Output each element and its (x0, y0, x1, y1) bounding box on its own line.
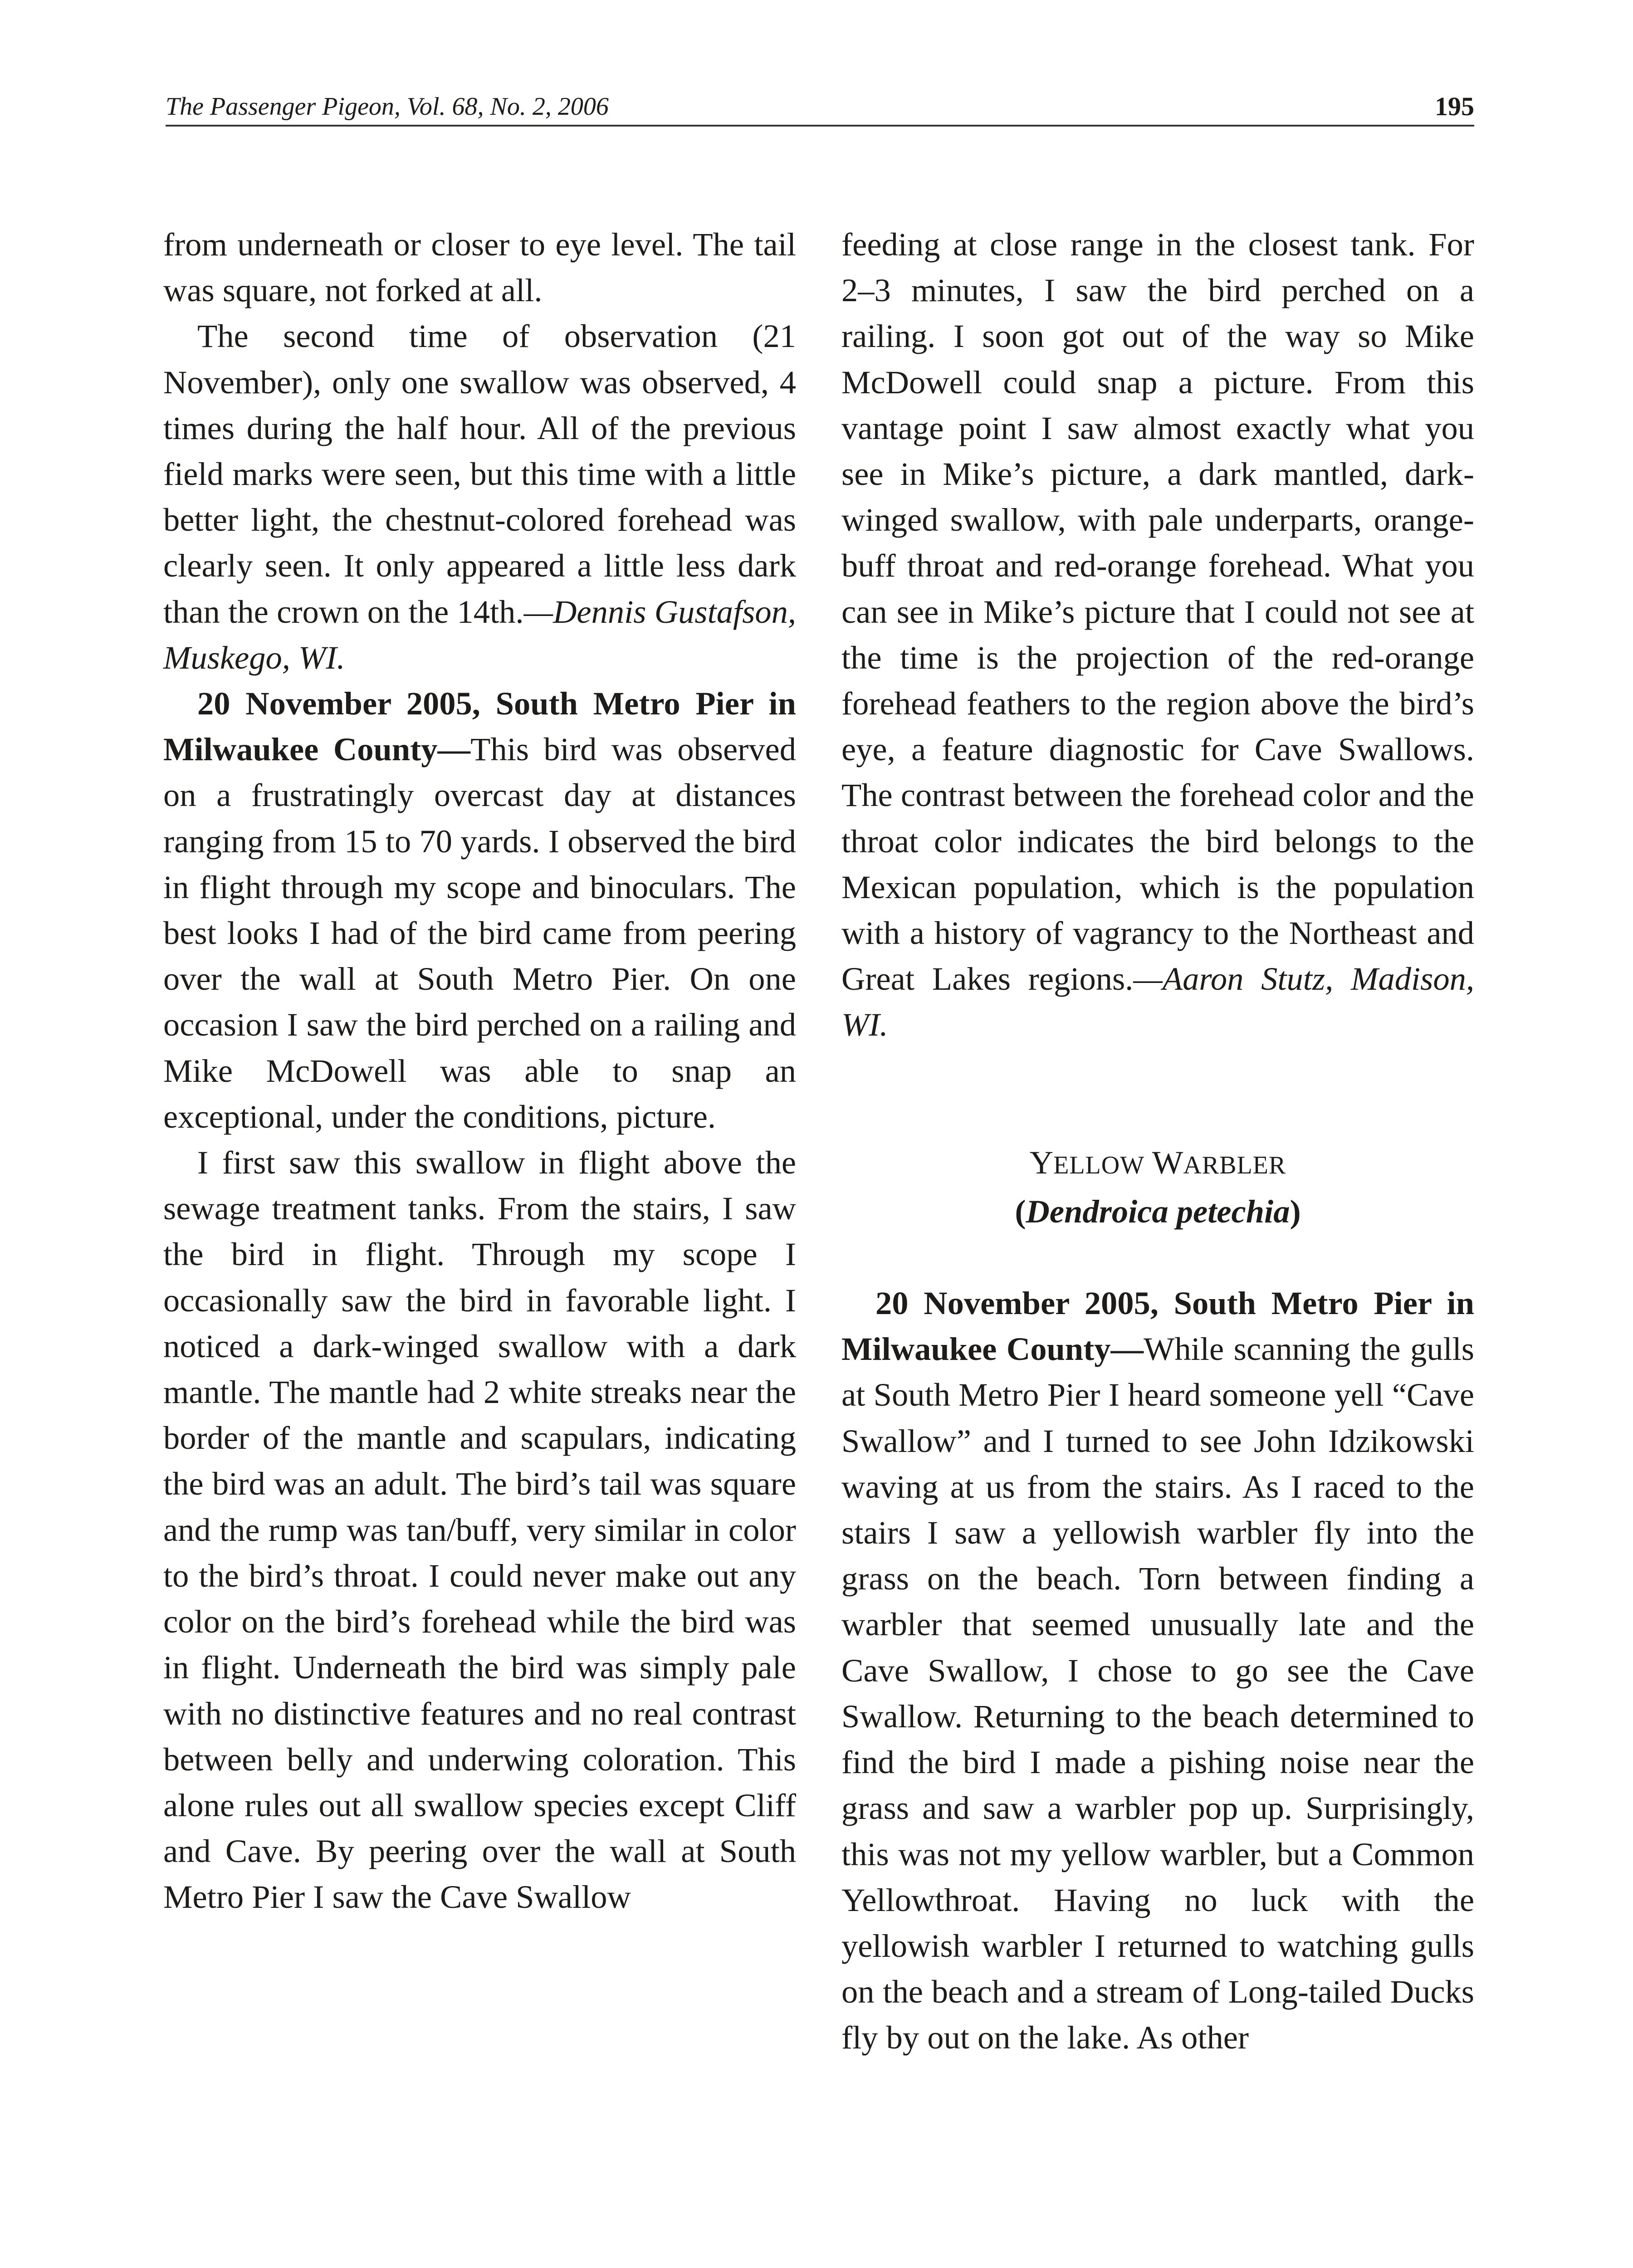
paragraph-text: The second time of observation (21 November), only one swallow was observed, 4 times during the half hour. All of the previous field marks were seen, but this time with a little better light, the chestnut-colored forehead was clearly seen. It only appeared a little less dark than the crown on the 14th. (163, 318, 796, 630)
species-rest: ARBLER (1183, 1151, 1286, 1179)
paragraph-continued (163, 221, 796, 313)
paragraph-text: I first saw this swallow in flight above the sewage treatment tanks. From the stairs, I saw the bird in flight. Through my scope I occasionally saw the bird in favorable light. I noticed a dark-winged swallow with a dark mantle. The mantle had 2 white streaks near the border of the mantle and scapulars, indicating the bird was an adult. The bird’s tail was square and the rump was tan/buff, very similar in color to the bird’s throat. I could never make out any color on the bird’s forehead while the bird was in flight. Underneath the bird was simply pale with no distinctive features and no real contrast between belly and underwing coloration. This alone rules out all swallow species except Cliff and Cave. By peering over the wall at South Metro Pier I saw the Cave Swallow (163, 1144, 796, 1916)
right-column (841, 221, 1474, 2061)
paragraph-record (841, 1280, 1474, 2060)
paragraph-second-observation (163, 313, 796, 680)
author-signature: —Aaron Stutz, Madison, WI. (841, 960, 1474, 1043)
journal-citation: The Passenger Pigeon, Vol. 68, No. 2, 2006 (166, 93, 609, 121)
record-heading: 20 November 2005, South Metro Pier in Milwaukee County— (841, 1285, 1474, 1368)
species-latin-name (841, 1188, 1474, 1234)
spacer (841, 1234, 1474, 1280)
paragraph-text: While scanning the gulls at South Metro Pier I heard someone yell “Cave Swallow” and I turned to see John Idzikowski waving at us from the stairs. As I raced to the stairs I saw a yellowish warbler fly into the grass on the beach. Torn between finding a warbler that seemed unusually late and the Cave Swallow, I chose to go see the Cave Swallow. Returning to the beach determined to find the bird I made a pishing noise near the grass and saw a warbler pop up. Surprisingly, this was not my yellow warbler, but a Common Yellowthroat. Having no luck with the yellowish warbler I returned to watching gulls on the beach and a stream of Long-tailed Ducks fly by out on the lake. As other (841, 1330, 1475, 2056)
paragraph-text: This bird was observed on a frustratingly overcast day at distances ranging from 15 to 70 yards. I observed the bird in flight through my scope and binoculars. The best looks I had of the bird came from peering over the wall at South Metro Pier. On one occasion I saw the bird perched on a railing and Mike McDowell was able to snap an exceptional, under the conditions, picture. (163, 731, 796, 1135)
left-column (163, 221, 796, 1920)
page-number: 195 (1435, 92, 1474, 121)
species-rest: ELLOW (1053, 1151, 1145, 1179)
species-initial: W (1152, 1144, 1183, 1181)
paren-close: ) (1290, 1193, 1301, 1230)
paragraph-record (163, 680, 796, 1139)
running-head (166, 88, 1474, 127)
record-heading: 20 November 2005, South Metro Pier in Milwaukee County— (163, 685, 796, 768)
paragraph-text: feeding at close range in the closest tank. For 2–3 minutes, I saw the bird perched on a railing. I soon got out of the way so Mike McDowell could snap a picture. From this vantage point I saw almost exactly what you see in Mike’s picture, a dark mantled, dark-winged swallow, with pale underparts, orange-buff throat and red-orange forehead. What you can see in Mike’s picture that I could not see at the time is the projection of the red-orange forehead feathers to the region above the bird’s eye, a feature diagnostic for Cave Swallows. The contrast between the forehead color and the throat color indicates the bird belongs to the Mexican population, which is the population with a history of vagrancy to the Northeast and Great Lakes regions. (841, 226, 1474, 997)
paragraph-text: from underneath or closer to eye level. The tail was square, not forked at all. (163, 226, 796, 309)
species-initial: Y (1029, 1144, 1054, 1181)
latin-binomial: Dendroica petechia (1026, 1193, 1290, 1230)
species-heading (841, 1139, 1474, 1188)
paren-open: ( (1015, 1193, 1026, 1230)
author-signature: —Dennis Gustafson, Muskego, WI. (163, 593, 796, 676)
spacer (841, 1048, 1474, 1139)
paragraph-description (163, 1139, 796, 1920)
paragraph-continued (841, 221, 1474, 1048)
